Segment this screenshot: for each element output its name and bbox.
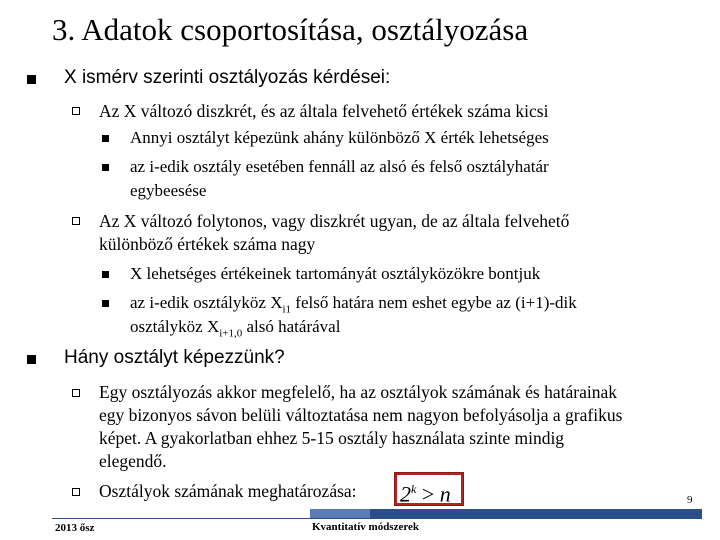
list-item: Az X változó diszkrét, és az általa felvehető értékek száma kicsi [99, 101, 549, 121]
footer-bar [310, 509, 702, 518]
text-fragment: felső határa nem eshet egybe az (i+1)-dik [291, 293, 577, 312]
footer-date: 2013 ősz [55, 522, 95, 534]
formula-relation: > [421, 481, 435, 507]
square-bullet-icon [102, 164, 109, 171]
list-item: az i-edik osztály esetében fennáll az alsó és felső osztályhatár [130, 157, 549, 176]
formula-box [394, 472, 464, 506]
list-item-continuation: egy bizonyos sávon belüli változtatása nem nagyon befolyásolja a grafikus [99, 405, 623, 425]
footer-line [52, 518, 702, 519]
list-item-continuation: különböző értékek száma nagy [99, 234, 316, 254]
hollow-square-bullet-icon [72, 488, 80, 496]
footer-page-number: 9 [687, 494, 693, 506]
text-fragment: az i-edik osztályköz X [130, 293, 283, 312]
list-item [130, 293, 577, 315]
section-heading: Hány osztályt képezzünk? [64, 347, 285, 368]
footer-bar-accent [310, 509, 370, 518]
formula-exponent: k [411, 482, 417, 496]
list-item: X lehetséges értékeinek tartományát osztályközökre bontjuk [130, 264, 541, 283]
formula-base: 2 [400, 481, 411, 507]
hollow-square-bullet-icon [72, 217, 80, 225]
list-item-continuation: elegendő. [99, 451, 167, 471]
section-heading: X ismérv szerinti osztályozás kérdései: [64, 67, 391, 88]
formula-rhs: n [439, 481, 451, 507]
square-bullet-icon [27, 75, 36, 84]
formula [397, 475, 461, 507]
list-item: Osztályok számának meghatározása: [99, 481, 357, 501]
square-bullet-icon [102, 271, 109, 278]
list-item-continuation: egybeesése [130, 181, 207, 200]
hollow-square-bullet-icon [72, 107, 80, 115]
subscript: i+1,0 [219, 327, 243, 340]
footer-title: Kvantitatív módszerek [312, 521, 420, 533]
list-item: Az X változó folytonos, vagy diszkrét ugyan, de az általa felvehető [99, 211, 570, 231]
list-item-continuation [130, 317, 340, 339]
list-item: Annyi osztályt képezünk ahány különböző X érték lehetséges [130, 128, 549, 147]
hollow-square-bullet-icon [72, 389, 80, 397]
square-bullet-icon [27, 355, 36, 364]
square-bullet-icon [102, 300, 109, 307]
subscript: i1 [282, 303, 292, 316]
slide-title: 3. Adatok csoportosítása, osztályozása [52, 12, 529, 47]
list-item: Egy osztályozás akkor megfelelő, ha az osztályok számának és határainak [99, 382, 617, 402]
list-item-continuation: képet. A gyakorlatban ehhez 5-15 osztály használata szinte mindig [99, 428, 565, 448]
square-bullet-icon [102, 135, 109, 142]
text-fragment: osztályköz X [130, 317, 220, 336]
text-fragment: alsó határával [242, 317, 341, 336]
